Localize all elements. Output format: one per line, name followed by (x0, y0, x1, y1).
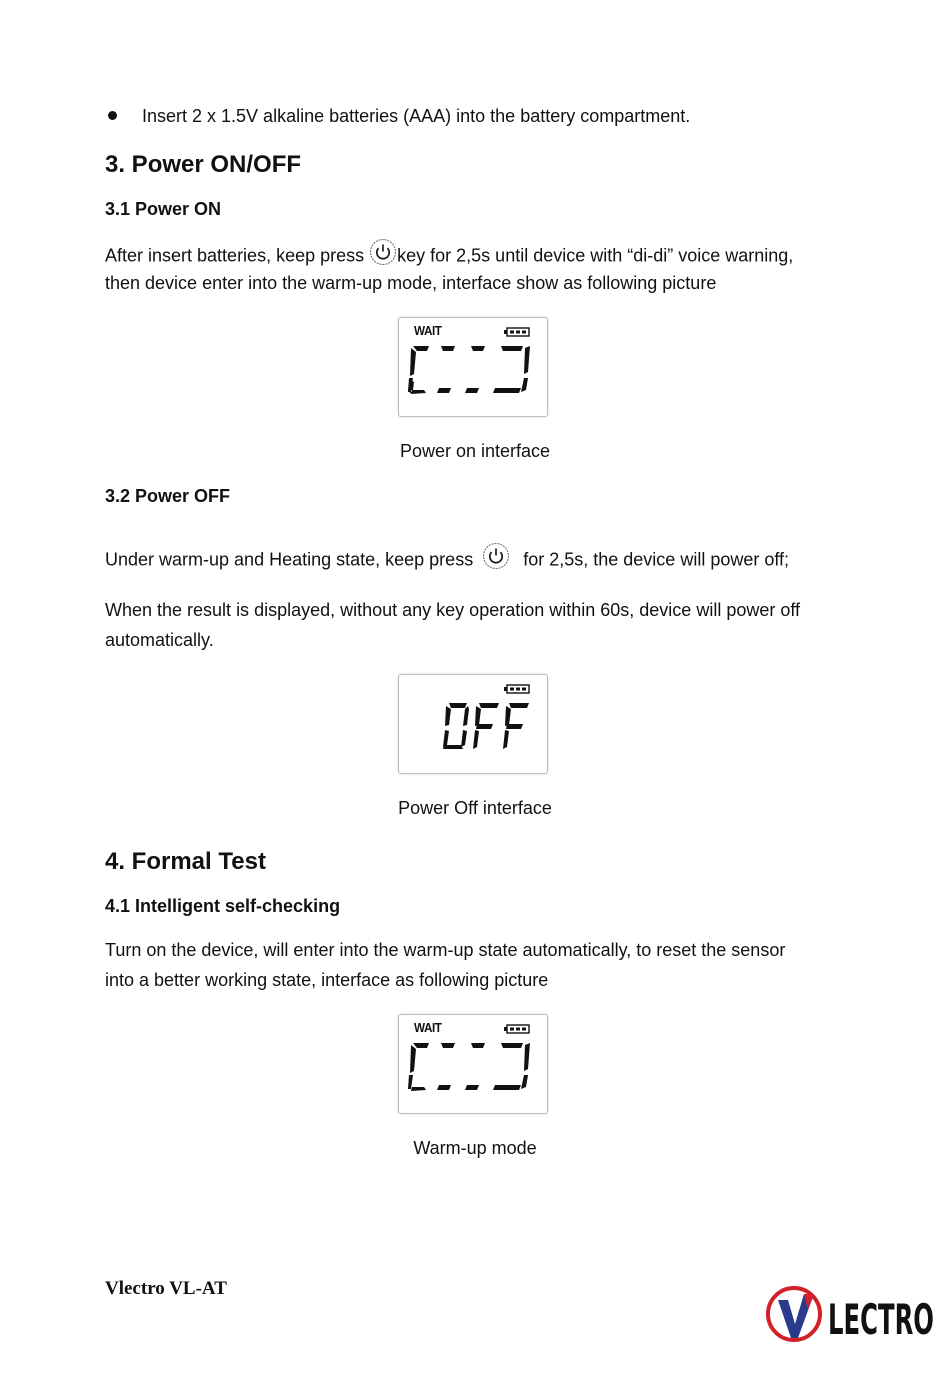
section-4-title: 4. Formal Test (105, 848, 266, 875)
vlectro-logo (764, 1284, 936, 1349)
power-key-icon (482, 542, 510, 579)
warm-up-caption: Warm-up mode (413, 1138, 537, 1158)
power-off-caption: Power Off interface (398, 798, 552, 818)
power-off-lcd-image (398, 674, 548, 774)
self-check-paragraph-line2: into a better working state, interface as following picture (105, 970, 549, 990)
power-on-caption: Power on interface (399, 441, 551, 461)
lcd-wait-label: WAIT (414, 1020, 442, 1035)
logo-text: LECTRO (828, 1295, 934, 1344)
subsection-4-1-title: 4.1 Intelligent self-checking (105, 896, 341, 916)
bullet-icon (108, 111, 117, 120)
power-on-lcd-image (398, 317, 548, 417)
warm-up-lcd-image (398, 1014, 548, 1114)
battery-instruction: Insert 2 x 1.5V alkaline batteries (AAA) into the battery compartment. (142, 106, 691, 126)
power-off-paragraph2-line2: automatically. (105, 630, 214, 650)
power-on-paragraph-line1: After insert batteries, keep press key for 2,5s until device with “di-di” voice warning, (105, 238, 793, 275)
power-off-paragraph-line1: Under warm-up and Heating state, keep press for 2,5s, the device will power off; (105, 542, 789, 579)
power-off-paragraph2-line1: When the result is displayed, without any key operation within 60s, device will power off (105, 600, 801, 620)
battery-icon (504, 328, 529, 336)
footer-brand: Vlectro VL-AT (105, 1278, 227, 1299)
self-check-paragraph-line1: Turn on the device, will enter into the warm-up state automatically, to reset the sensor (105, 940, 786, 960)
subsection-3-2-title: 3.2 Power OFF (105, 486, 231, 506)
lcd-segments (399, 318, 547, 416)
lcd-wait-label: WAIT (414, 323, 442, 338)
battery-icon (504, 1025, 529, 1033)
lcd-off-segments (399, 675, 547, 773)
lcd-segments (399, 1015, 547, 1113)
section-3-title: 3. Power ON/OFF (105, 151, 302, 178)
power-on-paragraph-line2: then device enter into the warm-up mode, interface show as following picture (105, 273, 717, 293)
battery-icon (504, 685, 529, 693)
subsection-3-1-title: 3.1 Power ON (105, 199, 222, 219)
logo-icon (764, 1284, 936, 1344)
